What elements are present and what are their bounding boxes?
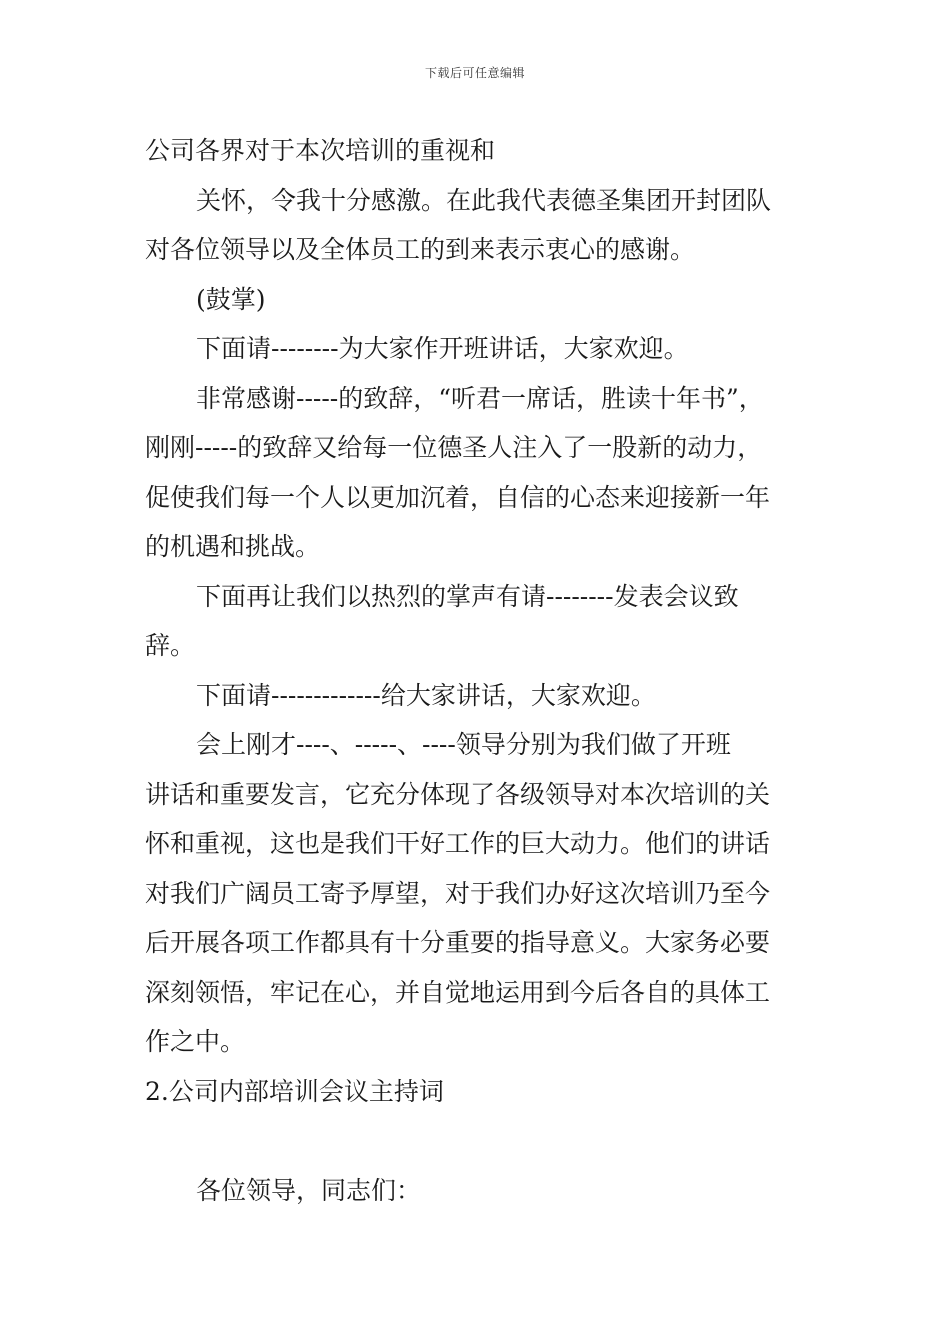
document-body — [145, 126, 820, 1215]
body-line: 下面请--------为大家作开班讲话，大家欢迎。 — [196, 334, 689, 363]
body-line: 下面请-------------给大家讲话，大家欢迎。 — [196, 680, 656, 710]
body-line: 深刻领悟，牢记在心，并自觉地运用到今后各自的具体工 — [145, 977, 771, 1007]
body-line: 讲话和重要发言，它充分体现了各级领导对本次培训的关 — [145, 779, 771, 809]
body-line: 辞。 — [145, 631, 196, 660]
body-line: 促使我们每一个人以更加沉着，自信的心态来迎接新一年 — [145, 482, 771, 512]
body-line: 怀和重视，这也是我们干好工作的巨大动力。他们的讲话 — [145, 829, 771, 858]
body-line: 关怀，令我十分感激。在此我代表德圣集团开封团队 — [196, 185, 772, 215]
section-heading: 2.公司内部培训会议主持词 — [145, 1076, 444, 1106]
body-line: 非常感谢-----的致辞，“听君一席话，胜读十年书”， — [196, 383, 764, 413]
body-line: 公司各界对于本次培训的重视和 — [145, 136, 496, 165]
body-line: 下面再让我们以热烈的掌声有请--------发表会议致 — [196, 581, 739, 611]
body-line: 对我们广阔员工寄予厚望，对于我们办好这次培训乃至今 — [145, 878, 771, 908]
body-line: 刚刚-----的致辞又给每一位德圣人注入了一股新的动力， — [145, 433, 763, 462]
salutation-line: 各位领导，同志们： — [196, 1175, 422, 1205]
header-note: 下载后可任意编辑 — [424, 66, 525, 80]
body-line: 后开展各项工作都具有十分重要的指导意义。大家务必要 — [145, 928, 771, 957]
blank-line — [145, 1116, 820, 1166]
body-line: 的机遇和挑战。 — [145, 532, 321, 561]
body-line: (鼓掌) — [196, 284, 266, 314]
body-line: 会上刚才----、-----、----领导分别为我们做了开班 — [196, 730, 731, 759]
body-line: 作之中。 — [145, 1027, 246, 1056]
body-line: 对各位领导以及全体员工的到来表示衷心的感谢。 — [145, 235, 696, 264]
